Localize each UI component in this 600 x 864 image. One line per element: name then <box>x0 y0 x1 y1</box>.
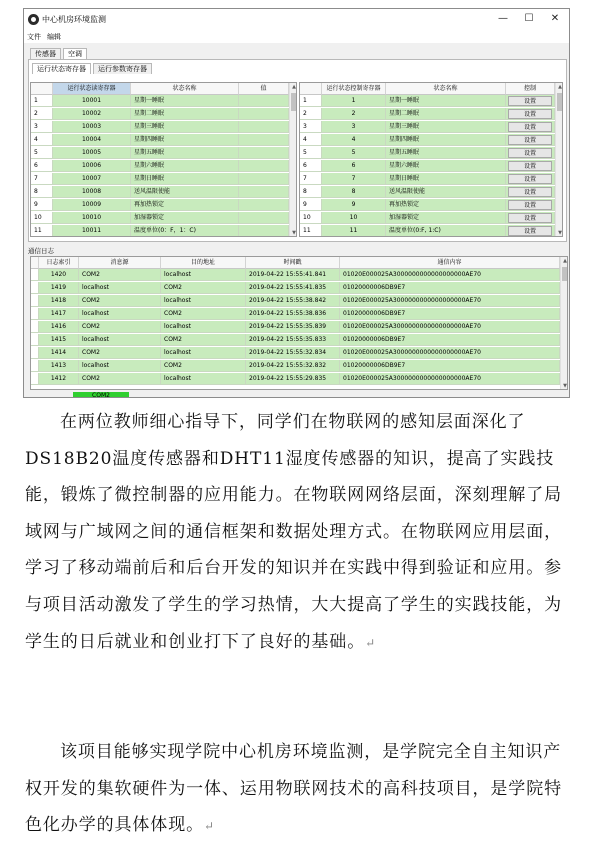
scroll-thumb[interactable] <box>562 267 568 281</box>
log-source-cell: localhost <box>79 334 161 346</box>
row-header <box>31 321 39 333</box>
register-cell: 1 <box>322 95 386 107</box>
register-cell: 4 <box>322 134 386 146</box>
row-number: 1 <box>300 95 322 107</box>
log-timestamp-cell: 2019-04-22 15:55:41.835 <box>246 282 340 294</box>
menu-bar <box>24 31 569 43</box>
table-row[interactable] <box>31 173 296 185</box>
log-timestamp-cell: 2019-04-22 15:55:32.834 <box>246 347 340 359</box>
register-cell: 7 <box>322 173 386 185</box>
control-cell <box>506 95 555 107</box>
row-number: 11 <box>31 225 53 237</box>
register-cell: 10011 <box>53 225 131 237</box>
register-cell: 10006 <box>53 160 131 172</box>
table-row[interactable] <box>31 147 296 159</box>
col-header[interactable]: 日志索引 <box>39 257 79 269</box>
scroll-thumb[interactable] <box>291 93 297 111</box>
table-row[interactable] <box>31 334 567 346</box>
table-row[interactable] <box>300 199 562 211</box>
status-name-cell: 星期四睡眠 <box>386 134 506 146</box>
col-header[interactable]: 值 <box>239 83 289 95</box>
status-name-cell: 星期四睡眠 <box>131 134 239 146</box>
value-cell <box>239 173 289 185</box>
status-name-cell: 星期五睡眠 <box>386 147 506 159</box>
set-button[interactable]: 设置 <box>508 161 552 171</box>
log-source-cell: localhost <box>79 282 161 294</box>
status-name-cell: 温度单位(0:F, 1:C) <box>386 225 506 237</box>
corner-cell <box>300 83 322 95</box>
value-cell <box>239 108 289 120</box>
value-cell <box>239 199 289 211</box>
table-row[interactable] <box>31 95 296 107</box>
control-cell <box>506 108 555 120</box>
status-name-cell: 星期五睡眠 <box>131 147 239 159</box>
register-cell: 10009 <box>53 199 131 211</box>
control-cell <box>506 186 555 198</box>
set-button[interactable]: 设置 <box>508 96 552 106</box>
register-cell: 9 <box>322 199 386 211</box>
row-header <box>31 347 39 359</box>
chevron-up-icon[interactable]: ▲ <box>558 84 562 90</box>
row-number: 4 <box>31 134 53 146</box>
paragraph-2-text: 该项目能够实现学院中心机房环境监测，是学院完全自主知识产权开发的集软硬件为一体、运用物联网技术的高科技项目，是学院特色化办学的具体体现。 <box>25 742 562 836</box>
table-row[interactable] <box>300 160 562 172</box>
table-row[interactable] <box>31 186 296 198</box>
status-name-cell: 星期一睡眠 <box>131 95 239 107</box>
row-header <box>31 295 39 307</box>
log-content-cell: 01020000006DB9E7 <box>340 308 560 320</box>
register-cell: 10008 <box>53 186 131 198</box>
log-destination-cell: COM2 <box>161 334 246 346</box>
control-cell <box>506 121 555 133</box>
register-cell: 10003 <box>53 121 131 133</box>
log-destination-cell: localhost <box>161 347 246 359</box>
tab-run-status-registers[interactable]: 运行状态寄存器 <box>32 63 91 74</box>
status-name-cell: 星期六睡眠 <box>386 160 506 172</box>
chevron-down-icon[interactable]: ▼ <box>558 230 562 236</box>
log-timestamp-cell: 2019-04-22 15:55:35.839 <box>246 321 340 333</box>
tab-run-param-registers[interactable]: 运行参数寄存器 <box>93 63 152 74</box>
chevron-up-icon[interactable]: ▲ <box>292 84 296 90</box>
value-cell <box>239 134 289 146</box>
table-row[interactable] <box>300 173 562 185</box>
table-row[interactable] <box>300 147 562 159</box>
log-content-cell: 01020E000025A3000000000000000000AE70 <box>340 269 560 281</box>
log-destination-cell: COM2 <box>161 308 246 320</box>
set-button[interactable]: 设置 <box>508 135 552 145</box>
row-number: 7 <box>300 173 322 185</box>
value-cell <box>239 225 289 237</box>
register-cell: 10004 <box>53 134 131 146</box>
set-button[interactable]: 设置 <box>508 187 552 197</box>
scrollbar[interactable] <box>555 83 563 237</box>
set-button[interactable]: 设置 <box>508 174 552 184</box>
table-row[interactable] <box>31 269 567 281</box>
register-cell: 11 <box>322 225 386 237</box>
row-number: 9 <box>31 199 53 211</box>
status-name-cell: 送风温限使能 <box>131 186 239 198</box>
log-source-cell: COM2 <box>79 347 161 359</box>
window-titlebar <box>24 9 569 31</box>
chevron-down-icon[interactable]: ▼ <box>292 230 296 236</box>
set-button[interactable]: 设置 <box>508 226 552 236</box>
table-row[interactable] <box>300 212 562 224</box>
register-cell: 2 <box>322 108 386 120</box>
paragraph-mark: ↵ <box>204 819 215 834</box>
row-number: 10 <box>300 212 322 224</box>
log-index-cell: 1419 <box>39 282 79 294</box>
register-cell: 3 <box>322 121 386 133</box>
log-content-cell: 01020000006DB9E7 <box>340 282 560 294</box>
tab-aircon[interactable]: 空调 <box>63 48 87 59</box>
log-index-cell: 1416 <box>39 321 79 333</box>
row-number: 6 <box>31 160 53 172</box>
scroll-thumb[interactable] <box>557 93 563 111</box>
table-row[interactable] <box>300 121 562 133</box>
register-cell: 10007 <box>53 173 131 185</box>
log-timestamp-cell: 2019-04-22 15:55:32.832 <box>246 360 340 372</box>
row-number: 8 <box>300 186 322 198</box>
set-button[interactable]: 设置 <box>508 148 552 158</box>
log-content-cell: 01020E000025A3000000000000000000AE70 <box>340 373 560 385</box>
col-header[interactable]: 消息源 <box>79 257 161 269</box>
register-cell: 10002 <box>53 108 131 120</box>
table-header <box>31 257 567 269</box>
col-header[interactable]: 运行状态读寄存器 <box>53 83 131 95</box>
row-header <box>31 308 39 320</box>
log-content-cell: 01020E000025A3000000000000000000AE70 <box>340 321 560 333</box>
row-number: 9 <box>300 199 322 211</box>
set-button[interactable]: 设置 <box>508 122 552 132</box>
col-header[interactable]: 目的地址 <box>161 257 246 269</box>
status-name-cell: 星期一睡眠 <box>386 95 506 107</box>
status-name-cell: 星期三睡眠 <box>386 121 506 133</box>
log-label: 通信日志 <box>28 247 54 255</box>
corner-cell <box>31 83 53 95</box>
status-name-cell: 星期六睡眠 <box>131 160 239 172</box>
app-screenshot <box>23 8 570 398</box>
table-row[interactable] <box>300 186 562 198</box>
table-row[interactable] <box>31 212 296 224</box>
control-cell <box>506 160 555 172</box>
log-timestamp-cell: 2019-04-22 15:55:38.842 <box>246 295 340 307</box>
row-header <box>31 282 39 294</box>
log-source-cell: COM2 <box>79 321 161 333</box>
paragraph-2 <box>25 734 575 845</box>
col-header[interactable]: 通信内容 <box>340 257 560 269</box>
register-cell: 10001 <box>53 95 131 107</box>
log-index-cell: 1420 <box>39 269 79 281</box>
status-name-cell: 星期日睡眠 <box>386 173 506 185</box>
status-name-cell: 再加热锁定 <box>131 199 239 211</box>
log-content-cell: 01020000006DB9E7 <box>340 360 560 372</box>
row-number: 1 <box>31 95 53 107</box>
value-cell <box>239 147 289 159</box>
status-name-cell: 星期日睡眠 <box>131 173 239 185</box>
paragraph-1-text: 在两位教师细心指导下，同学们在物联网的感知层面深化了DS18B20温度传感器和DHT11湿度传感器的知识，提高了实践技能，锻炼了微控制器的应用能力。在物联网网络层面，深刻理解了局域网与广域网之间的通信框架和数据处理方式。在物联网应用层面，学习了移动端前后和后台开发的知识并在实践中得到验证和应用。参与项目活动激发了学生的学习热情，大大提高了学生的实践技能，为学生的日后就业和创业打下了良好的基础。 <box>25 412 562 652</box>
log-content-cell: 01020E000025A3000000000000000000AE70 <box>340 295 560 307</box>
log-timestamp-cell: 2019-04-22 15:55:35.833 <box>246 334 340 346</box>
log-index-cell: 1417 <box>39 308 79 320</box>
register-cell: 10 <box>322 212 386 224</box>
log-source-cell: localhost <box>79 360 161 372</box>
log-destination-cell: COM2 <box>161 360 246 372</box>
set-button[interactable]: 设置 <box>508 109 552 119</box>
status-name-cell: 温度单位(0：F，1：C) <box>131 225 239 237</box>
row-header <box>31 269 39 281</box>
status-read-table <box>30 82 297 237</box>
row-number: 5 <box>300 147 322 159</box>
table-row[interactable] <box>31 282 567 294</box>
value-cell <box>239 186 289 198</box>
paragraph-mark: ↵ <box>365 635 377 650</box>
menu-file[interactable]: 文件 <box>27 33 41 41</box>
chevron-up-icon[interactable]: ▲ <box>563 258 567 264</box>
row-number: 10 <box>31 212 53 224</box>
log-timestamp-cell: 2019-04-22 15:55:38.836 <box>246 308 340 320</box>
row-number: 2 <box>31 108 53 120</box>
log-destination-cell: COM2 <box>161 282 246 294</box>
row-number: 6 <box>300 160 322 172</box>
log-source-cell: COM2 <box>79 295 161 307</box>
row-header <box>31 360 39 372</box>
set-button[interactable]: 设置 <box>508 213 552 223</box>
control-cell <box>506 212 555 224</box>
control-cell <box>506 199 555 211</box>
value-cell <box>239 121 289 133</box>
log-timestamp-cell: 2019-04-22 15:55:29.835 <box>246 373 340 385</box>
corner-cell <box>31 257 39 269</box>
comm-log-table <box>30 256 568 390</box>
value-cell <box>239 95 289 107</box>
status-name-cell: 星期二睡眠 <box>131 108 239 120</box>
client-area <box>24 43 569 398</box>
register-cell: 8 <box>322 186 386 198</box>
col-header[interactable]: 状态名称 <box>386 83 506 95</box>
status-name-cell: 再加热锁定 <box>386 199 506 211</box>
scrollbar[interactable] <box>560 257 568 390</box>
close-button[interactable]: ✕ <box>550 13 560 24</box>
row-header <box>31 334 39 346</box>
row-header <box>31 373 39 385</box>
status-control-table <box>299 82 563 237</box>
log-index-cell: 1418 <box>39 295 79 307</box>
log-content-cell: 01020E000025A3000000000000000000AE70 <box>340 347 560 359</box>
chevron-down-icon[interactable]: ▼ <box>563 383 567 389</box>
control-cell <box>506 173 555 185</box>
table-row[interactable] <box>300 134 562 146</box>
menu-edit[interactable]: 编辑 <box>47 33 61 41</box>
row-number: 11 <box>300 225 322 237</box>
scrollbar[interactable] <box>289 83 297 237</box>
table-row[interactable] <box>31 121 296 133</box>
control-cell <box>506 225 555 237</box>
app-icon <box>28 14 39 25</box>
status-name-cell: 星期二睡眠 <box>386 108 506 120</box>
set-button[interactable]: 设置 <box>508 200 552 210</box>
minimize-button[interactable]: — <box>498 13 508 24</box>
row-number: 3 <box>31 121 53 133</box>
row-number: 7 <box>31 173 53 185</box>
maximize-button[interactable]: ☐ <box>524 13 534 24</box>
log-destination-cell: localhost <box>161 321 246 333</box>
table-header <box>300 83 562 95</box>
log-source-cell: localhost <box>79 308 161 320</box>
status-name-cell: 加湿器锁定 <box>131 212 239 224</box>
log-source-cell: COM2 <box>79 373 161 385</box>
row-number: 8 <box>31 186 53 198</box>
status-name-cell: 加湿器锁定 <box>386 212 506 224</box>
table-row[interactable] <box>31 225 296 237</box>
table-row[interactable] <box>31 347 567 359</box>
row-number: 4 <box>300 134 322 146</box>
register-cell: 5 <box>322 147 386 159</box>
log-destination-cell: localhost <box>161 269 246 281</box>
table-row[interactable] <box>300 108 562 120</box>
table-row[interactable] <box>31 199 296 211</box>
table-row[interactable] <box>300 95 562 107</box>
register-cell: 10010 <box>53 212 131 224</box>
col-header[interactable]: 运行状态控制寄存器 <box>322 83 386 95</box>
log-destination-cell: localhost <box>161 295 246 307</box>
table-row[interactable] <box>31 308 567 320</box>
paragraph-1 <box>25 404 575 661</box>
table-row[interactable] <box>31 295 567 307</box>
table-row[interactable] <box>31 321 567 333</box>
col-header[interactable]: 时间戳 <box>246 257 340 269</box>
log-destination-cell: localhost <box>161 373 246 385</box>
log-timestamp-cell: 2019-04-22 15:55:41.841 <box>246 269 340 281</box>
register-cell: 10005 <box>53 147 131 159</box>
status-name-cell: 星期三睡眠 <box>131 121 239 133</box>
status-name-cell: 送风温限使能 <box>386 186 506 198</box>
log-index-cell: 1413 <box>39 360 79 372</box>
port-status: COM2 <box>73 392 129 398</box>
table-row[interactable] <box>31 160 296 172</box>
register-cell: 6 <box>322 160 386 172</box>
value-cell <box>239 212 289 224</box>
row-number: 3 <box>300 121 322 133</box>
log-content-cell: 01020000006DB9E7 <box>340 334 560 346</box>
table-row[interactable] <box>31 108 296 120</box>
table-row[interactable] <box>300 225 562 237</box>
table-header <box>31 83 296 95</box>
control-cell <box>506 147 555 159</box>
row-number: 2 <box>300 108 322 120</box>
table-row[interactable] <box>31 360 567 372</box>
table-row[interactable] <box>31 134 296 146</box>
log-source-cell: COM2 <box>79 269 161 281</box>
log-index-cell: 1415 <box>39 334 79 346</box>
row-number: 5 <box>31 147 53 159</box>
tab-sensors[interactable]: 传感器 <box>30 48 61 59</box>
table-row[interactable] <box>31 373 567 385</box>
col-header[interactable]: 状态名称 <box>131 83 239 95</box>
log-index-cell: 1414 <box>39 347 79 359</box>
control-cell <box>506 134 555 146</box>
value-cell <box>239 160 289 172</box>
window-title: 中心机房环境监测 <box>42 15 106 24</box>
log-index-cell: 1412 <box>39 373 79 385</box>
col-header[interactable]: 控制 <box>506 83 555 95</box>
